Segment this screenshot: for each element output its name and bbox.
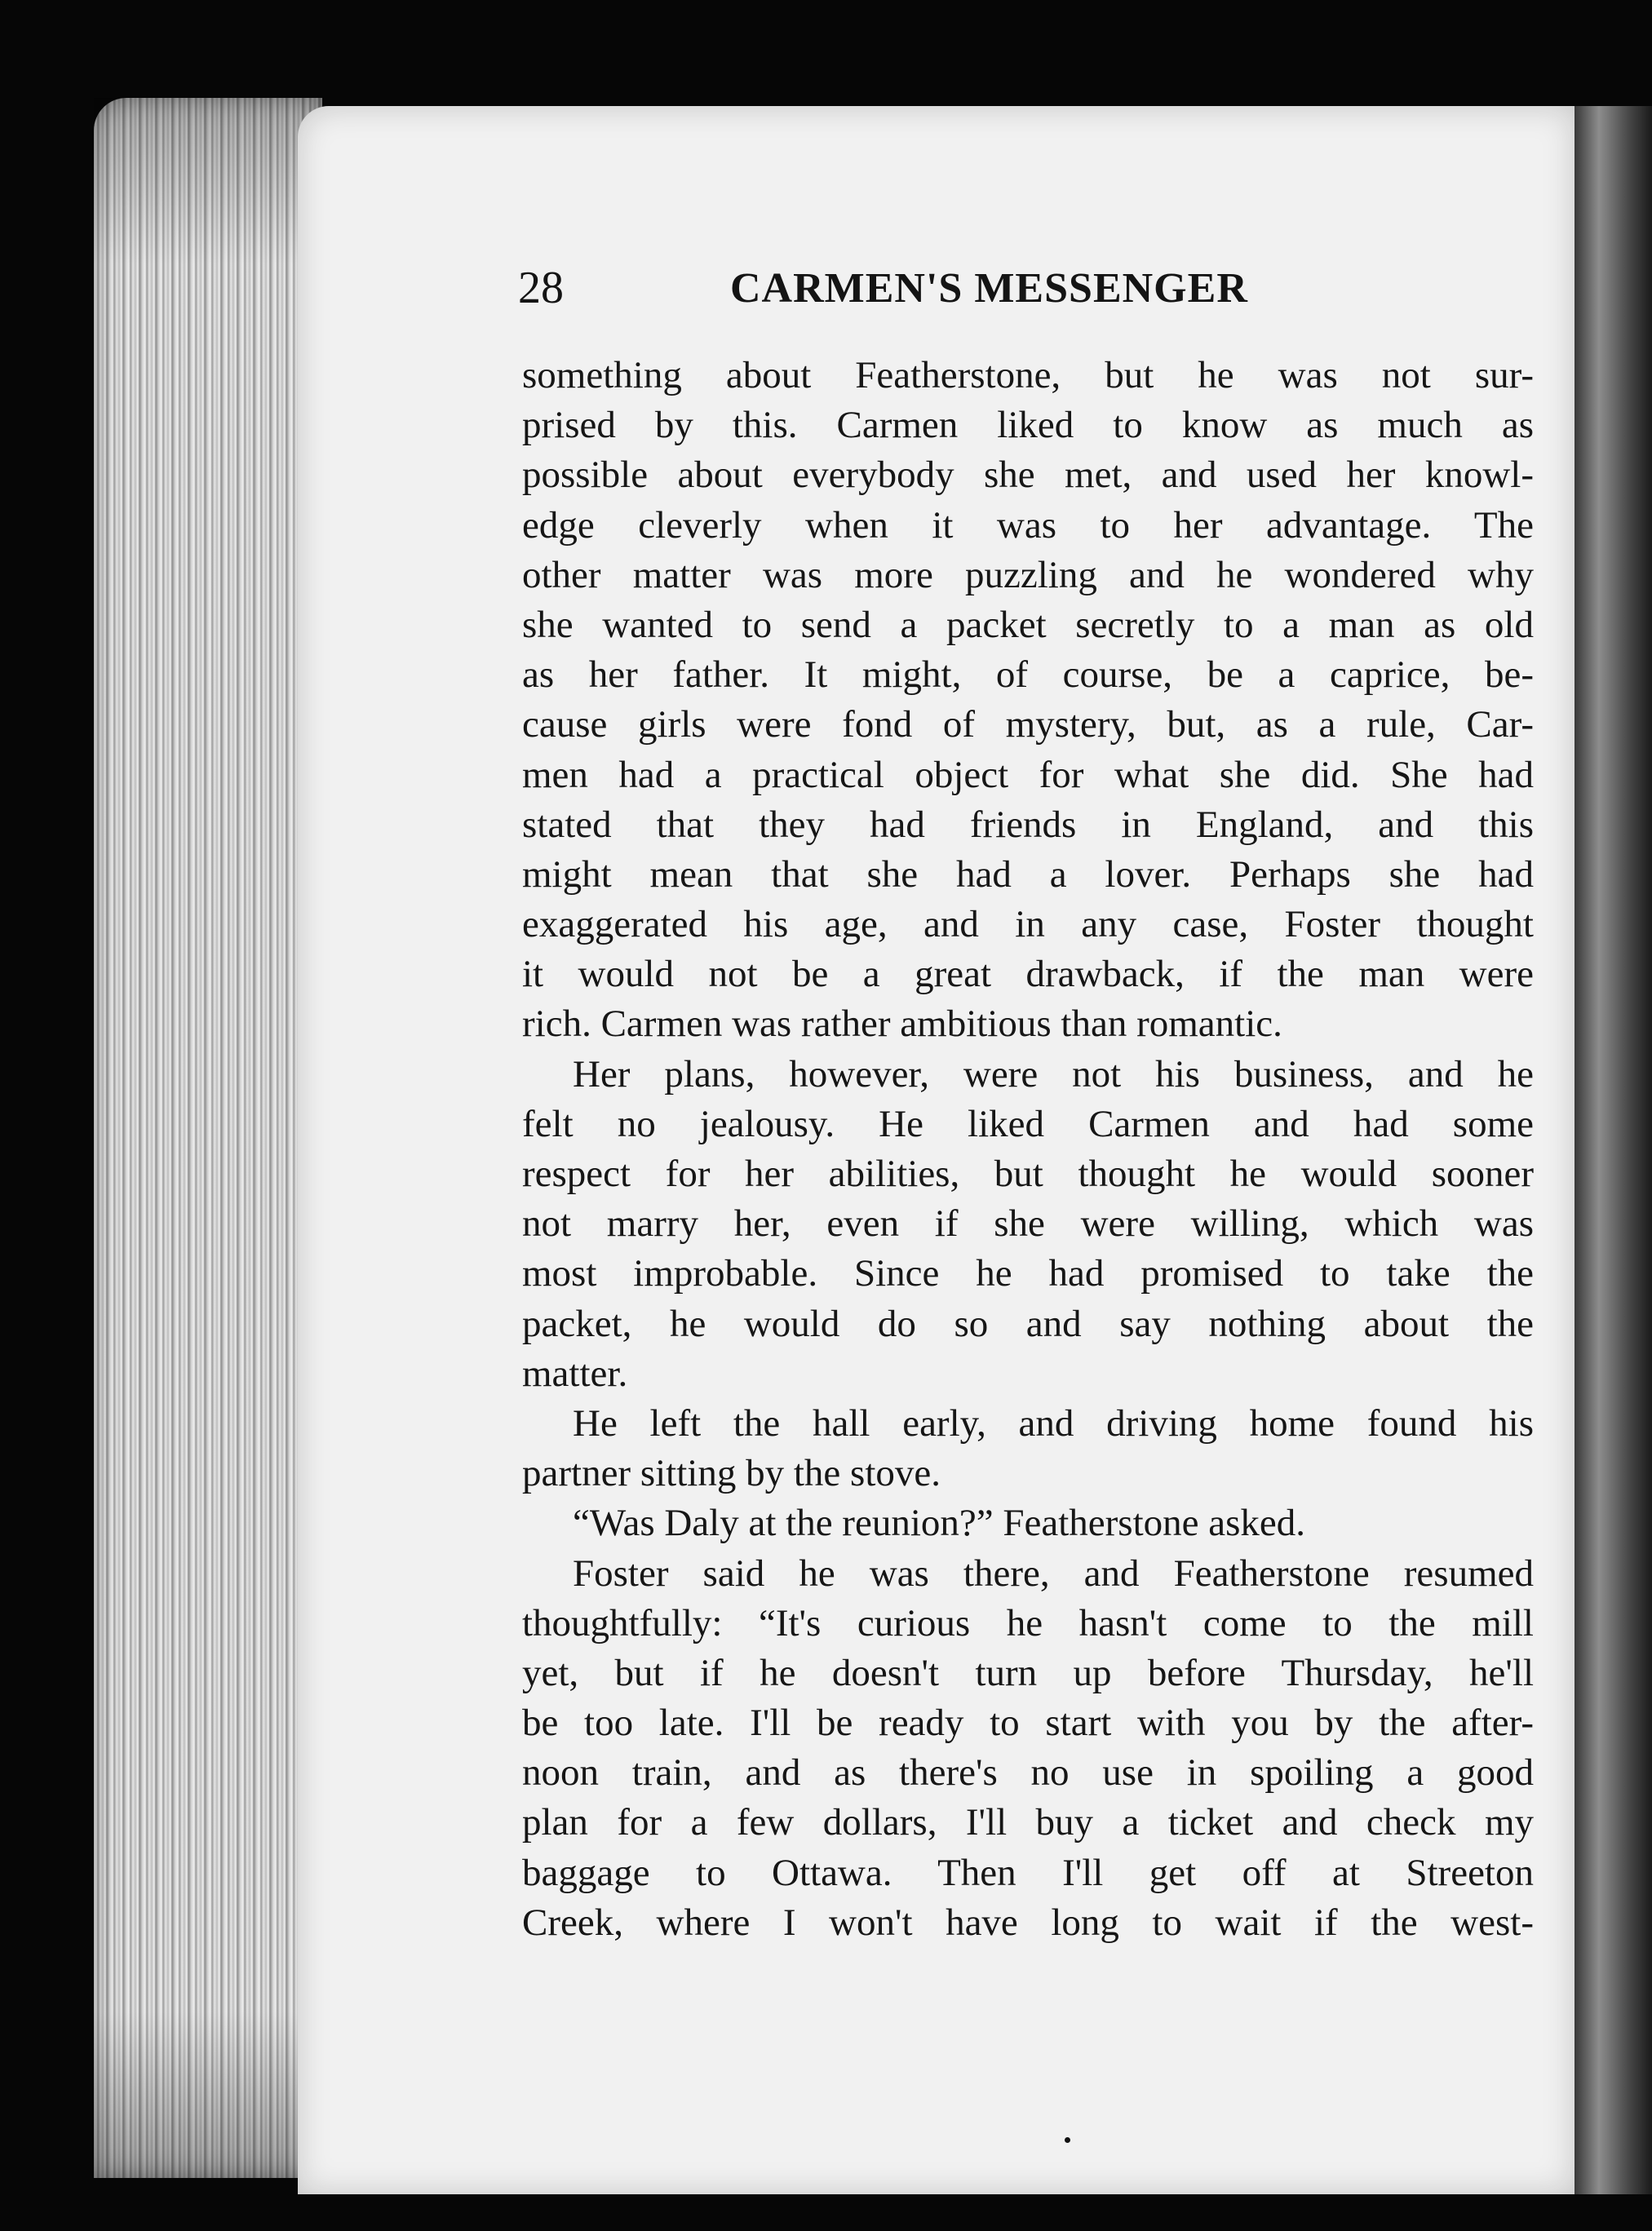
text-line: prised by this. Carmen liked to know as much as [522,404,1534,447]
text-line: men had a practical object for what she did. She had [522,753,1534,796]
text-line: cause girls were fond of mystery, but, as a rule, Car- [522,703,1534,746]
text-line: most improbable. Since he had promised to take the [522,1252,1534,1295]
text-line: Creek, where I won't have long to wait if the west- [522,1901,1534,1944]
text-line: matter. [522,1352,628,1395]
book-title: CARMEN'S MESSENGER [730,265,1248,312]
text-line: edge cleverly when it was to her advantage. The [522,503,1534,547]
text-line: not marry her, even if she were willing, which was [522,1202,1534,1246]
ink-speck [1065,2137,1070,2143]
text-line: possible about everybody she met, and used her knowl- [522,454,1534,497]
text-line: might mean that she had a lover. Perhaps she had [522,852,1534,896]
text-line: rich. Carmen was rather ambitious than romantic. [522,1003,1282,1046]
text-line: packet, he would do so and say nothing about the [522,1302,1534,1345]
text-line: plan for a few dollars, I'll buy a ticket and check my [522,1801,1534,1844]
text-line: she wanted to send a packet secretly to a man as old [522,603,1534,646]
book-binding-gutter [1570,106,1652,2194]
text-line: partner sitting by the stove. [522,1452,941,1495]
text-line: He left the hall early, and driving home found his [573,1401,1534,1445]
text-line: Foster said he was there, and Featherstone resumed [573,1552,1534,1595]
text-line: yet, but if he doesn't turn up before Thursday, he'll [522,1651,1534,1694]
text-line: respect for her abilities, but thought he would sooner [522,1153,1534,1195]
running-head [518,259,1318,317]
text-line: be too late. I'll be ready to start with you by the after- [522,1702,1534,1745]
text-line: thoughtfully: “It's curious he hasn't come to the mill [522,1601,1534,1644]
text-line: exaggerated his age, and in any case, Foster thought [522,903,1534,946]
page-number: 28 [518,263,564,313]
text-line: “Was Daly at the reunion?” Featherstone asked. [573,1502,1306,1545]
text-line: felt no jealousy. He liked Carmen and had some [522,1102,1534,1145]
text-line: baggage to Ottawa. Then I'll get off at Streeton [522,1851,1534,1894]
text-line: as her father. It might, of course, be a caprice, be- [522,653,1534,697]
body-text [522,351,1534,1948]
text-line: noon train, and as there's no use in spoiling a good [522,1751,1534,1795]
text-line: something about Featherstone, but he was not sur- [522,354,1534,396]
stacked-page-edges [94,98,322,2178]
text-line: stated that they had friends in England, and this [522,803,1534,846]
text-line: other matter was more puzzling and he wondered why [522,553,1534,596]
text-line: Her plans, however, were not his business, and he [573,1052,1534,1096]
text-line: it would not be a great drawback, if the man were [522,953,1534,996]
